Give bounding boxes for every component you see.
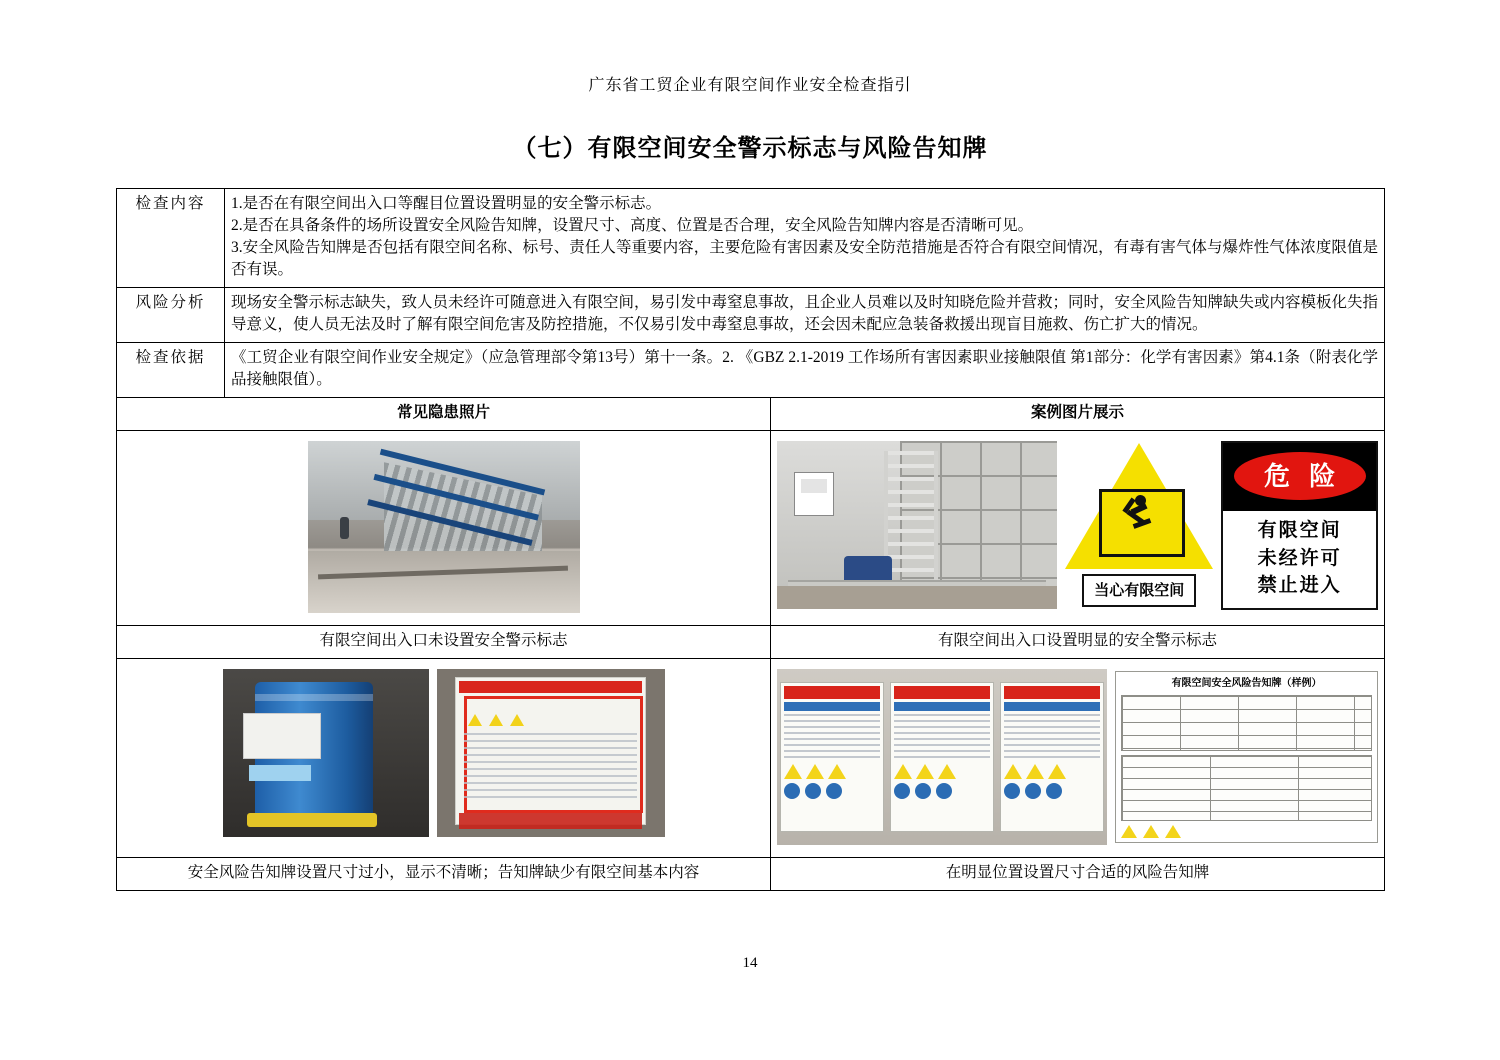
- photo-cell-hazard-2: [117, 659, 771, 858]
- danger-banner: [1223, 443, 1376, 511]
- warning-sign-label: 当心有限空间: [1082, 574, 1196, 607]
- photo-cell-case-1: [771, 431, 1385, 626]
- photo-group-small-board: [123, 663, 764, 843]
- photo-blue-drum: [223, 669, 429, 837]
- photo-undersized-notice-board: [437, 669, 665, 837]
- caption-case-2: 在明显位置设置尺寸合适的风险告知牌: [771, 858, 1385, 891]
- photo-group-proper-boards: [777, 663, 1378, 851]
- row-content-inspection-basis: 《工贸企业有限空间作业安全规定》（应急管理部令第13号）第十一条。2. 《GBZ 2.1-2019 工作场所有害因素职业接触限值 第1部分：化学有害因素》第4.1条（附表化学品接触限值）。: [225, 343, 1385, 398]
- danger-line-3: 禁止进入: [1257, 575, 1342, 597]
- photo-cell-hazard-1: [117, 431, 771, 626]
- page-number: 14: [742, 955, 758, 971]
- photo-sample-risk-notice-board: [1115, 671, 1378, 843]
- confined-space-warning-icon: [1065, 443, 1213, 569]
- photo-image: [308, 441, 580, 613]
- danger-sign-lines: [1223, 511, 1376, 608]
- inspection-table: [116, 188, 1385, 891]
- photo-row-2: [117, 659, 1385, 858]
- row-label-inspection-basis: 检查依据: [117, 343, 225, 398]
- table-header-row: [117, 398, 1385, 431]
- photo-row-1: [117, 431, 1385, 626]
- photo-cell-case-2: [771, 659, 1385, 858]
- caption-hazard-2: 安全风险告知牌设置尺寸过小，显示不清晰；告知牌缺少有限空间基本内容: [117, 858, 771, 891]
- danger-prohibition-sign: [1221, 441, 1378, 610]
- row-label-inspection-content: 检查内容: [117, 189, 225, 288]
- page-header: 广东省工贸企业有限空间作业安全检查指引: [588, 77, 912, 94]
- column-header-case-photos: 案例图片展示: [771, 398, 1385, 431]
- danger-banner-text: 危 险: [1234, 452, 1366, 500]
- sample-board-title: 有限空间安全风险告知牌（样例）: [1171, 678, 1322, 689]
- warning-triangle-sign: [1065, 443, 1213, 607]
- danger-line-1: 有限空间: [1257, 520, 1342, 541]
- caption-case-1: 有限空间出入口设置明显的安全警示标志: [771, 626, 1385, 659]
- table-row: [117, 343, 1385, 398]
- table-row: [117, 288, 1385, 343]
- row-label-risk-analysis: 风险分析: [117, 288, 225, 343]
- page-title: （七）有限空间安全警示标志与风险告知牌: [512, 136, 988, 162]
- table-row: [117, 189, 1385, 288]
- caption-hazard-1: 有限空间出入口未设置安全警示标志: [117, 626, 771, 659]
- photo-wall-notice-boards: [777, 669, 1107, 845]
- caption-row-1: [117, 626, 1385, 659]
- row-content-risk-analysis: 现场安全警示标志缺失，致人员未经许可随意进入有限空间，易引发中毒窒息事故，且企业人员难以及时知晓危险并营救；同时，安全风险告知牌缺失或内容模板化失指导意义，使人员无法及时了解有限空间危害及防控措施，不仅易引发中毒窒息事故，还会因未配应急装备救援出现盲目施救、伤亡扩大的情况。: [225, 288, 1385, 343]
- column-header-hazard-photos: 常见隐患照片: [117, 398, 771, 431]
- photo-stairs-no-sign: [123, 435, 764, 619]
- danger-line-2: 未经许可: [1257, 547, 1342, 569]
- caption-row-2: [117, 858, 1385, 891]
- photo-plant-room-with-sign: [777, 441, 1057, 609]
- photo-group-signs: [777, 435, 1378, 616]
- row-content-inspection-content: 1.是否在有限空间出入口等醒目位置设置明显的安全警示标志。 2.是否在具备条件的场所设置安全风险告知牌，设置尺寸、高度、位置是否合理，安全风险告知牌内容是否清晰可见。 3.安全风险告知牌是否包括有限空间名称、标号、责任人等重要内容，主要危险有害因素及安全防范措施是否符合有限空间情况，有毒有害气体与爆炸性气体浓度限值是否有误。: [225, 189, 1385, 288]
